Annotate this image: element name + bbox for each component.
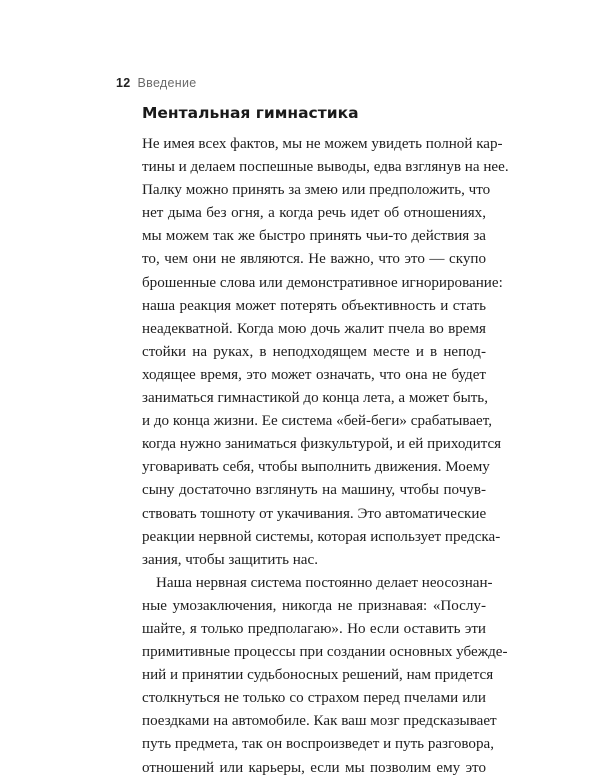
text-line: столкнуться не только со страхом перед пчелами или (142, 690, 486, 707)
text-line: брошенные слова или демонстративное игнорирование: (142, 274, 503, 291)
text-line: примитивные процессы при создании основных убежде- (142, 644, 508, 661)
text-line: ствовать тошноту от укачивания. Это автоматические (142, 505, 487, 522)
text-line: нет дыма без огня, а когда речь идет об отношениях, (142, 205, 486, 222)
text-line: мы можем так же быстро принять чьи-то действия за (142, 228, 486, 245)
text-line: Наша нервная система постоянно делает неосознан- (156, 574, 493, 591)
text-line: путь предмета, так он воспроизведет и путь разговора, (142, 736, 494, 753)
text-line: ний и принятии судьбоносных решений, нам придется (142, 667, 494, 684)
text-line: сыну достаточно взглянуть на машину, чтобы почув- (142, 482, 486, 499)
chapter-title: Введение (137, 76, 197, 90)
running-head (116, 76, 197, 90)
text-line: зания, чтобы защитить нас. (142, 551, 318, 568)
text-line: ные умозаключения, никогда не признавая: «Послу- (142, 597, 486, 614)
text-line: когда нужно заниматься физкультурой, и ей приходится (142, 436, 502, 453)
text-line: Палку можно принять за змею или предположить, что (142, 182, 491, 199)
page-number: 12 (116, 76, 131, 90)
text-line: то, чем они не являются. Не важно, что это — скупо (142, 251, 486, 268)
text-line: заниматься гимнастикой до конца лета, а может быть, (142, 390, 488, 407)
text-line: неадекватной. Когда мою дочь жалит пчела во время (142, 320, 486, 337)
text-line: и до конца жизни. Ее система «бей-беги» срабатывает, (142, 413, 492, 430)
text-line: уговаривать себя, чтобы выполнить движения. Моему (142, 459, 490, 476)
text-line: поездками на автомобиле. Как ваш мозг предсказывает (142, 713, 497, 730)
text-line: стойки на руках, в неподходящем месте и в непод- (142, 343, 486, 360)
text-line: отношений или карьеры, если мы позволим ему это (142, 759, 486, 776)
paragraph-1 (142, 133, 509, 572)
text-line: наша реакция может потерять объективность и стать (142, 297, 486, 314)
text-line: шайте, я только предполагаю». Но если оставить эти (142, 620, 486, 637)
body-text (142, 133, 509, 780)
text-line: ходящее время, это может означать, что она не будет (142, 366, 486, 383)
paragraph-2 (142, 572, 508, 780)
text-line: Не имея всех фактов, мы не можем увидеть полной кар- (142, 136, 503, 152)
text-line: тины и делаем поспешные выводы, едва взглянув на нее. (142, 159, 509, 176)
section-heading: Ментальная гимнастика (142, 104, 359, 122)
text-line: реакции нервной системы, которая использует предска- (142, 528, 501, 545)
